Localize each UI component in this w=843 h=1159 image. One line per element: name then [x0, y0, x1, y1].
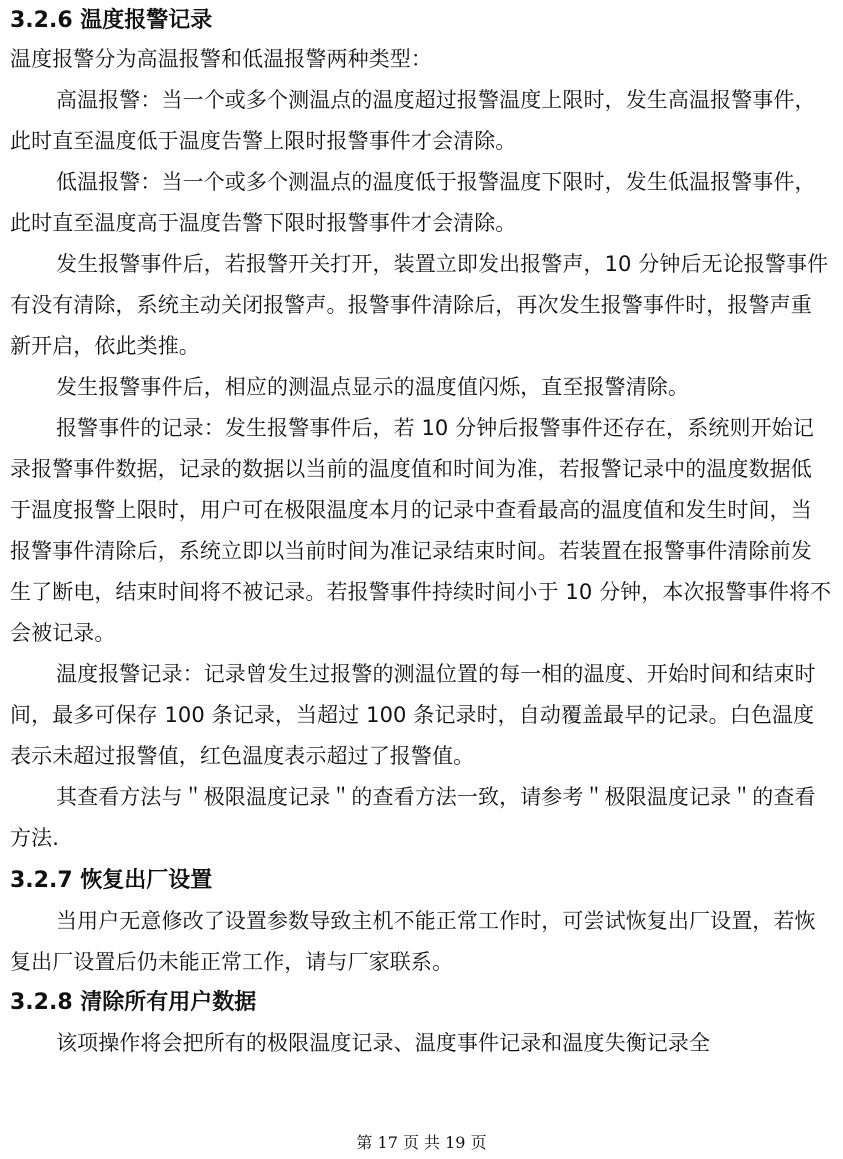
- paragraph-high-temp-alarm: 高温报警：当一个或多个测温点的温度超过报警温度上限时，发生高温报警事件，此时直至温度低于温度告警上限时报警事件才会清除。: [10, 88, 816, 153]
- section-heading-3-2-6: 3.2.6 温度报警记录: [10, 8, 213, 33]
- paragraph-factory-reset: 当用户无意修改了设置参数导致主机不能正常工作时，可尝试恢复出厂设置，若恢复出厂设置后仍未能正常工作，请与厂家联系。: [10, 909, 816, 974]
- paragraph-alarm-blink: 发生报警事件后，相应的测温点显示的温度值闪烁，直至报警清除。: [56, 375, 689, 399]
- paragraph-alarm-records: 温度报警记录：记录曾发生过报警的测温位置的每一相的温度、开始时间和结束时间，最多可保存 100 条记录，当超过 100 条记录时，自动覆盖最早的记录。白色温度表示未超过报警值，红色温度表示超过了报警值。: [10, 662, 816, 768]
- section-heading-3-2-7: 3.2.7 恢复出厂设置: [10, 868, 213, 893]
- section-intro: 温度报警分为高温报警和低温报警两种类型：: [10, 47, 432, 71]
- page-number-footer: 第 17 页 共 19 页: [356, 1133, 487, 1152]
- paragraph-view-method: 其查看方法与＂极限温度记录＂的查看方法一致，请参考＂极限温度记录＂的查看方法.: [10, 785, 816, 850]
- paragraph-alarm-sound: 发生报警事件后，若报警开关打开，装置立即发出报警声，10 分钟后无论报警事件有没有清除，系统主动关闭报警声。报警事件清除后，再次发生报警事件时，报警声重新开启，依此类推。: [10, 252, 829, 358]
- section-heading-3-2-8: 3.2.8 清除所有用户数据: [10, 990, 257, 1015]
- paragraph-low-temp-alarm: 低温报警：当一个或多个测温点的温度低于报警温度下限时，发生低温报警事件，此时直至温度高于温度告警下限时报警事件才会清除。: [10, 170, 816, 235]
- document-page: [10, 0, 832, 1064]
- paragraph-clear-user-data: 该项操作将会把所有的极限温度记录、温度事件记录和温度失衡记录全: [56, 1031, 711, 1055]
- paragraph-alarm-recording: 报警事件的记录：发生报警事件后，若 10 分钟后报警事件还存在，系统则开始记录报警事件数据，记录的数据以当前的温度值和时间为准，若报警记录中的温度数据低于温度报警上限时，用户可在极限温度本月的记录中查看最高的温度值和发生时间，当报警事件清除后，系统立即以当前时间为准记录结束时间。若装置在报警事件清除前发生了断电，结束时间将不被记录。若报警事件持续时间小于 10 分钟，本次报警事件将不会被记录。: [10, 416, 832, 645]
